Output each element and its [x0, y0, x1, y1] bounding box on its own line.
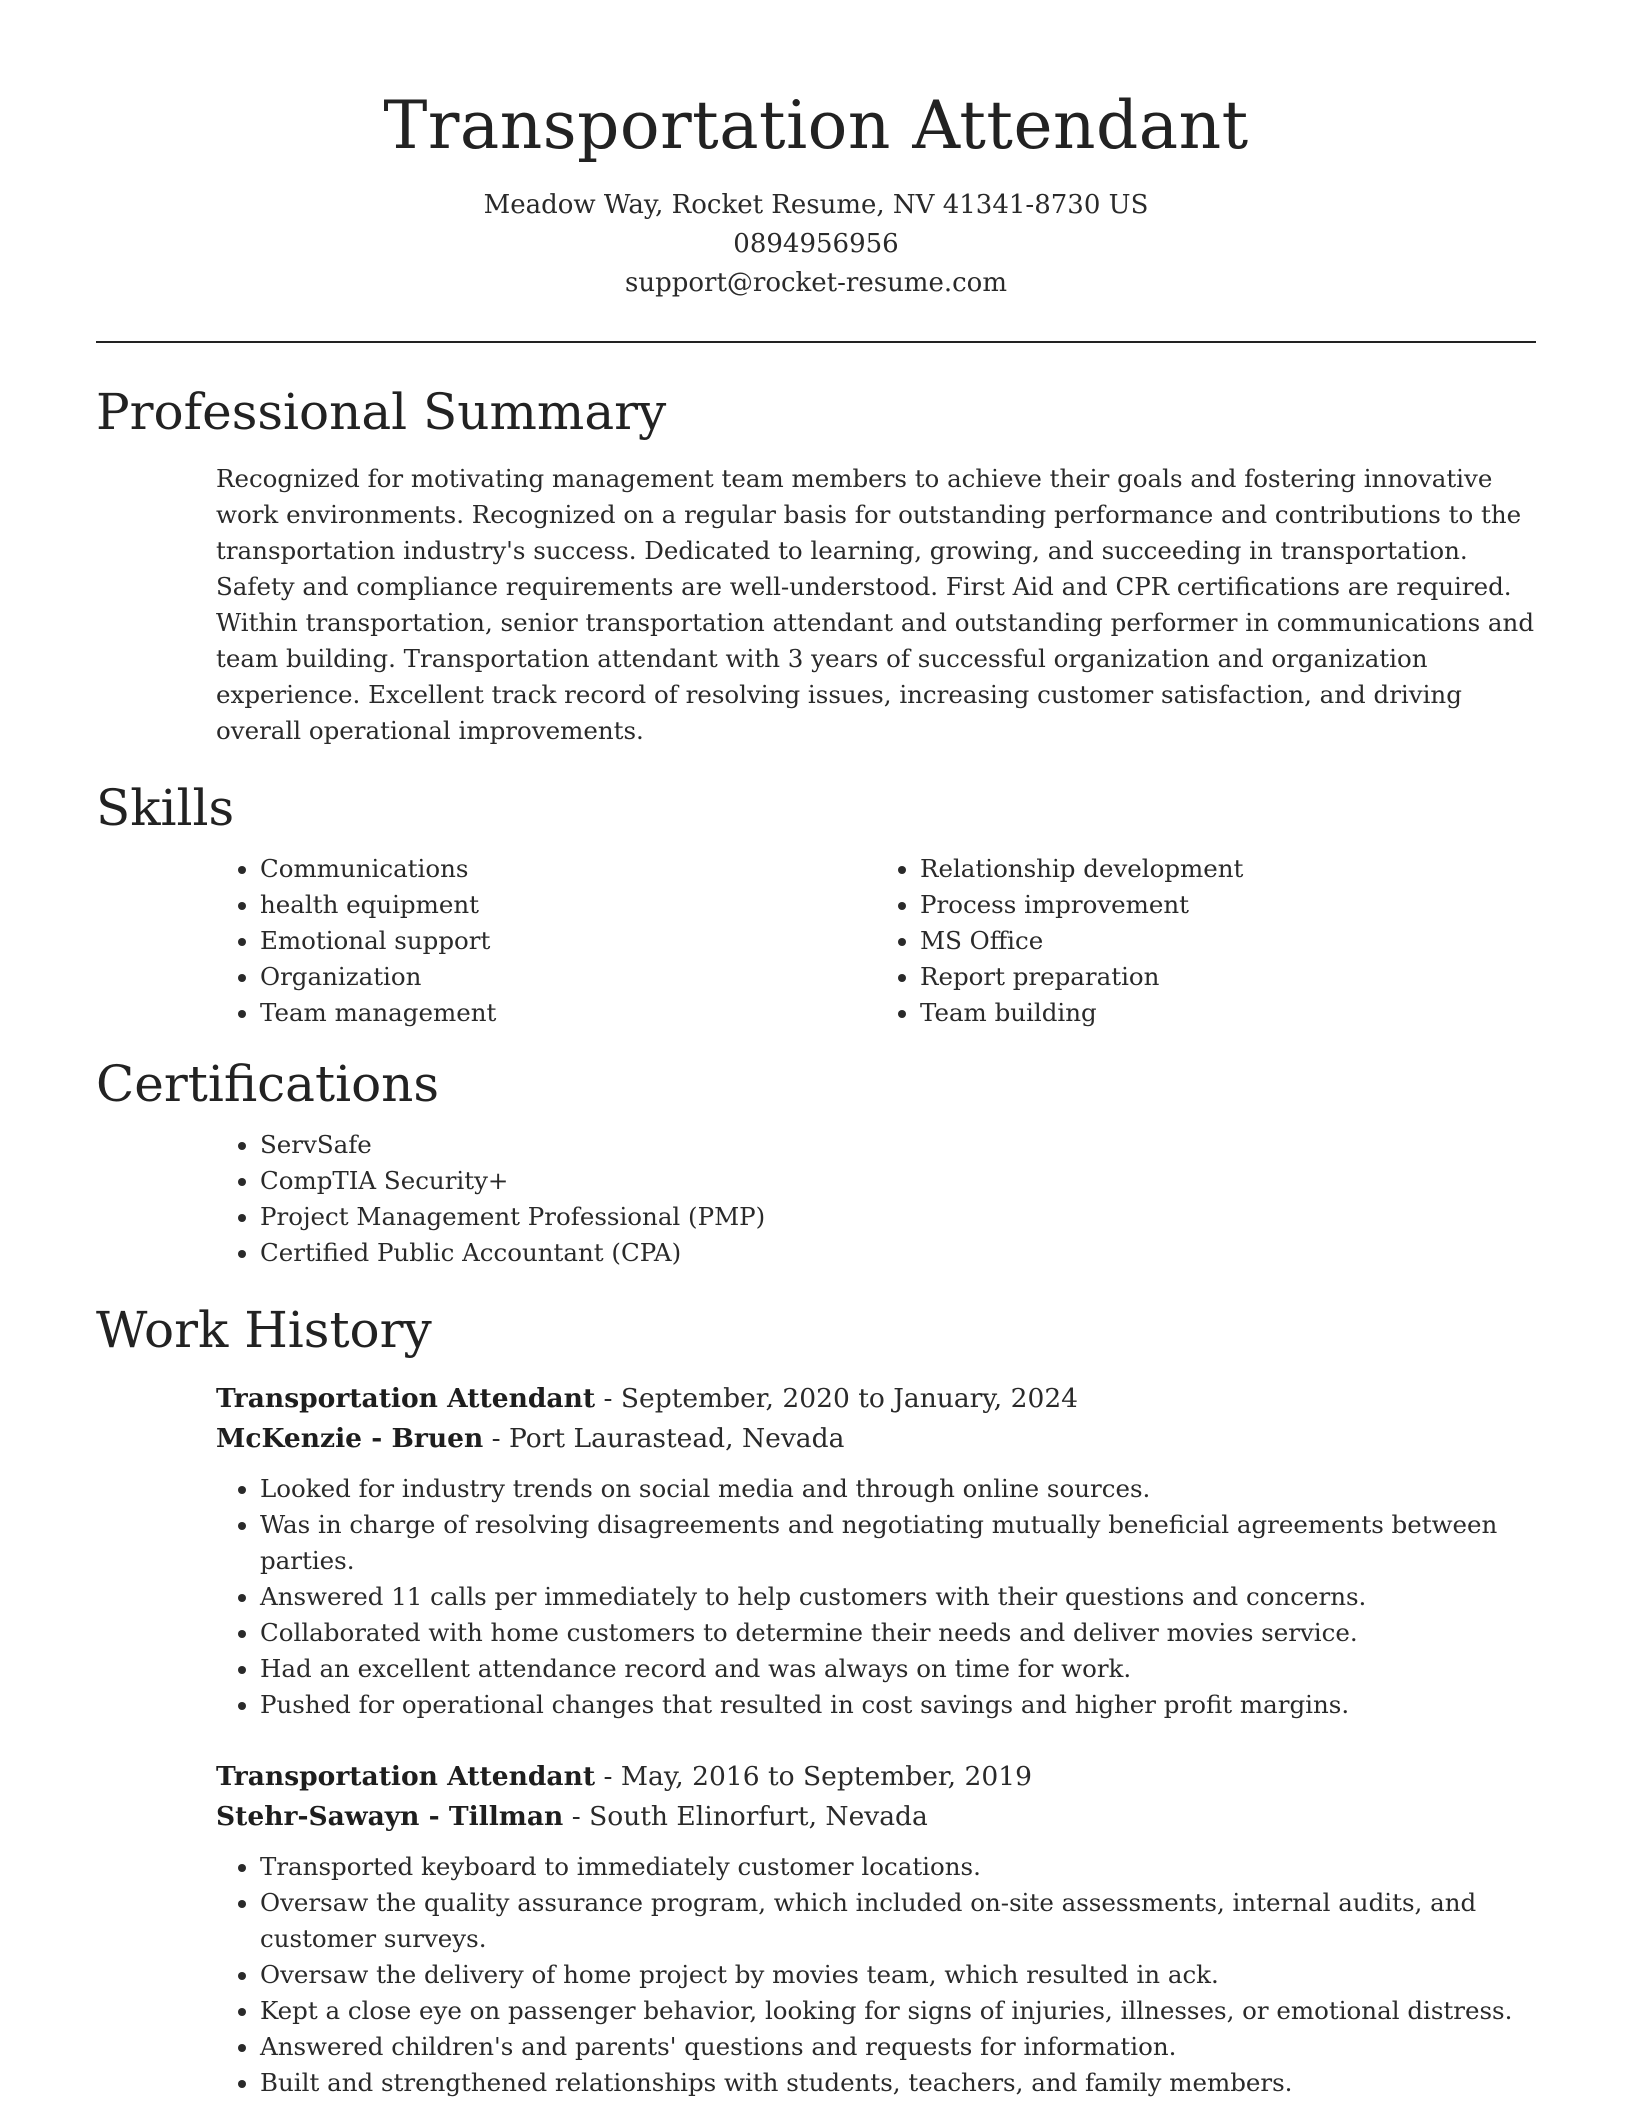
job-bullet: • Oversaw the delivery of home project by movies team, which resulted in ack. [260, 1957, 1536, 1993]
job-role: Transportation Attendant [216, 1383, 596, 1414]
address: Meadow Way, Rocket Resume, NV 41341-8730 US [483, 190, 1149, 220]
job-location: - South Elinorfurt, Nevada [563, 1801, 928, 1832]
email-address: support@rocket-resume.com [624, 268, 1007, 298]
job-company: Stehr-Sawayn - Tillman [216, 1801, 564, 1832]
job-dates: - September, 2020 to January, 2024 [595, 1383, 1079, 1414]
skills-heading: Skills [96, 779, 235, 837]
job-title-line [216, 1379, 1536, 1419]
job-bullet: • Had an excellent attendance record and was always on time for work. [260, 1651, 1536, 1687]
work-history-heading: Work History [96, 1301, 432, 1359]
job-dates: - May, 2016 to September, 2019 [595, 1761, 1032, 1792]
skill-item: • MS Office [920, 923, 1536, 959]
skill-item: • Relationship development [920, 851, 1536, 887]
certification-item: • Certified Public Accountant (CPA) [260, 1235, 1536, 1271]
job-bullet: • Collaborated with home customers to determine their needs and deliver movies service. [260, 1615, 1536, 1651]
contact-block [96, 186, 1536, 303]
skill-item: • Team building [920, 995, 1536, 1031]
certification-item: • Project Management Professional (PMP) [260, 1199, 1536, 1235]
skill-item: • health equipment [260, 887, 876, 923]
job-bullet: • Oversaw the quality assurance program, which included on-site assessments, internal audits, and customer surveys. [260, 1885, 1536, 1957]
header-divider [96, 341, 1536, 343]
skill-item: • Report preparation [920, 959, 1536, 995]
skills-list-left [216, 851, 876, 1031]
certifications-heading: Certifications [96, 1055, 440, 1113]
summary-text: Recognized for motivating management team members to achieve their goals and fostering innovative work environments. Recognized on a regular basis for outstanding performance and contributions to the transportation industry's success. Dedicated to learning, growing, and succeeding in transportation. Safety and compliance requirements are well-understood. First Aid and CPR certifications are required. Within transportation, senior transportation attendant and outstanding performer in communications and team building. Transportation attendant with 3 years of successful organization and organization experience. Excellent track record of resolving issues, increasing customer satisfaction, and driving overall operational improvements. [216, 464, 1534, 745]
job-company-line [216, 1419, 1536, 1459]
job-bullet: • Built and strengthened relationships with students, teachers, and family members. [260, 2065, 1536, 2101]
job-bullet: • Transported keyboard to immediately customer locations. [260, 1849, 1536, 1885]
skills-list-right [876, 851, 1536, 1031]
certification-item: • ServSafe [260, 1127, 1536, 1163]
phone-number: 0894956956 [733, 229, 899, 259]
job-location: - Port Laurastead, Nevada [483, 1423, 845, 1454]
job-company-line [216, 1797, 1536, 1837]
skill-item: • Communications [260, 851, 876, 887]
job-entry [216, 1757, 1536, 2101]
skill-item: • Emotional support [260, 923, 876, 959]
job-company: McKenzie - Bruen [216, 1423, 484, 1454]
job-bullet: • Answered 11 calls per immediately to help customers with their questions and concerns. [260, 1579, 1536, 1615]
job-bullet: • Kept a close eye on passenger behavior, looking for signs of injuries, illnesses, or emotional distress. [260, 1993, 1536, 2029]
candidate-name: Transportation Attendant [383, 87, 1249, 164]
job-bullet: • Answered children's and parents' questions and requests for information. [260, 2029, 1536, 2065]
skills-columns [216, 851, 1536, 1031]
job-bullet: • Pushed for operational changes that resulted in cost savings and higher profit margins. [260, 1687, 1536, 1723]
certification-item: • CompTIA Security+ [260, 1163, 1536, 1199]
job-bullet: • Looked for industry trends on social media and through online sources. [260, 1471, 1536, 1507]
certifications-list [216, 1127, 1536, 1271]
resume-page [96, 0, 1536, 2101]
job-bullets [216, 1849, 1536, 2101]
job-bullet: • Was in charge of resolving disagreements and negotiating mutually beneficial agreements between parties. [260, 1507, 1536, 1579]
skill-item: • Team management [260, 995, 876, 1031]
skill-item: • Organization [260, 959, 876, 995]
job-entry [216, 1379, 1536, 1723]
summary-heading: Professional Summary [96, 383, 667, 441]
job-title-line [216, 1757, 1536, 1797]
job-bullets [216, 1471, 1536, 1723]
job-role: Transportation Attendant [216, 1761, 596, 1792]
skill-item: • Process improvement [920, 887, 1536, 923]
